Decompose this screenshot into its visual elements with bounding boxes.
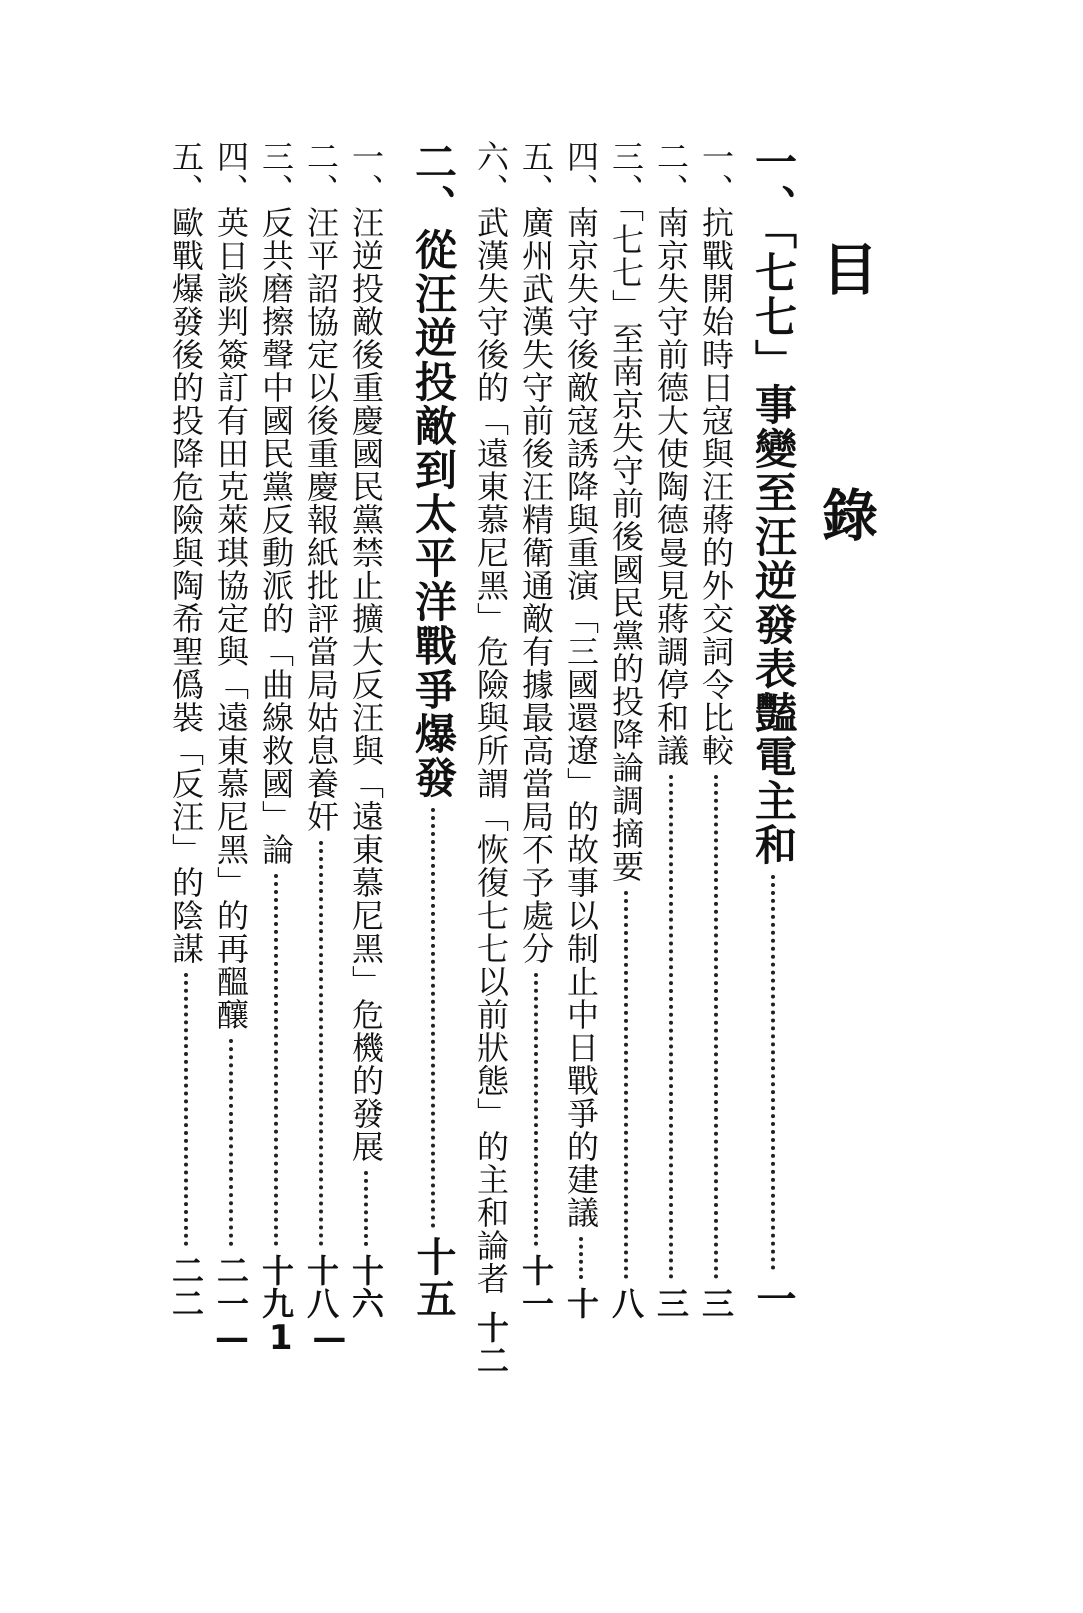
dot-leader [624, 891, 628, 1279]
toc-item-2-4 [212, 140, 250, 1320]
toc-page-number: 三 [697, 1287, 735, 1320]
toc-item-1-3 [607, 140, 645, 1320]
toc-item-text: 一、抗戰開始時日寇與汪蔣的外交詞令比較 [697, 140, 735, 767]
toc-item-text: 二、汪平詔協定以後重慶報紙批評當局姑息養奸 [302, 140, 340, 833]
toc-item-1-2 [652, 140, 690, 1320]
toc-item-2-1 [347, 140, 385, 1320]
toc-section-1 [749, 140, 798, 1320]
toc-item-text: 三、反共磨擦聲中國民黨反動派的「曲線救國」論 [257, 140, 295, 866]
dot-leader [319, 841, 323, 1246]
toc-item-text: 五、廣州武漢失守前後汪精衛通敵有據最高當局不予處分 [517, 140, 555, 965]
toc-item-1-6 [472, 140, 510, 1377]
toc-page-number: 一 [750, 1278, 797, 1320]
toc-item-1-4 [562, 140, 600, 1320]
toc-item-text: 二、南京失守前德大使陶德曼見蔣調停和議 [652, 140, 690, 767]
toc-item-2-5 [167, 140, 205, 1320]
toc-item-text: 五、歐戰爆發後的投降危險與陶希聖僞裝「反汪」的陰謀 [167, 140, 205, 965]
dot-leader [579, 1237, 583, 1279]
toc-page-number: 十二 [472, 1311, 510, 1377]
dot-leader [714, 775, 718, 1279]
toc-page-number: 二一 [212, 1254, 250, 1320]
toc-section-heading: 一、「七七」事變至汪逆發表豔電主和 [749, 140, 798, 867]
toc-item-text: 三、「七七」至南京失守前後國民黨的投降論調摘要 [607, 140, 645, 883]
page-title: 目 錄 [813, 240, 879, 604]
dot-leader [364, 1171, 368, 1246]
toc-page-number: 三 [652, 1287, 690, 1320]
toc-page-number: 十九 [257, 1254, 295, 1320]
toc-item-2-3 [257, 140, 295, 1320]
dot-leader [431, 808, 435, 1228]
toc-page-number: 十六 [347, 1254, 385, 1320]
toc-item-text: 一、汪逆投敵後重慶國民黨禁止擴大反汪與「遠東慕尼黑」危機的發展 [347, 140, 385, 1163]
page-number-footer: — 1 — [215, 1318, 351, 1358]
dot-leader [229, 1039, 233, 1246]
dot-leader [669, 775, 673, 1279]
toc-item-text: 六、武漢失守後的「遠東慕尼黑」危險與所謂「恢復七七以前狀態」的主和論者 [472, 140, 510, 1295]
toc-page-number: 十 [562, 1287, 600, 1320]
toc-page-number: 十一 [517, 1254, 555, 1320]
toc-page-number: 八 [607, 1287, 645, 1320]
toc-item-1-1 [697, 140, 735, 1320]
dot-leader [534, 973, 538, 1246]
toc-section-heading: 二、從汪逆投敵到太平洋戰爭爆發 [409, 140, 458, 800]
toc-page-number: 二二 [167, 1254, 205, 1320]
toc-section-2 [409, 140, 458, 1320]
toc-page-number: 十五 [410, 1236, 457, 1320]
dot-leader [274, 874, 278, 1246]
dot-leader [184, 973, 188, 1246]
dot-leader [771, 875, 775, 1270]
toc-item-1-5 [517, 140, 555, 1320]
toc-page-number: 十八 [302, 1254, 340, 1320]
toc-item-2-2 [302, 140, 340, 1320]
toc-item-text: 四、英日談判簽訂有田克萊琪協定與「遠東慕尼黑」的再醞釀 [212, 140, 250, 1031]
toc-item-text: 四、南京失守後敵寇誘降與重演「三國還遼」的故事以制止中日戰爭的建議 [562, 140, 600, 1229]
